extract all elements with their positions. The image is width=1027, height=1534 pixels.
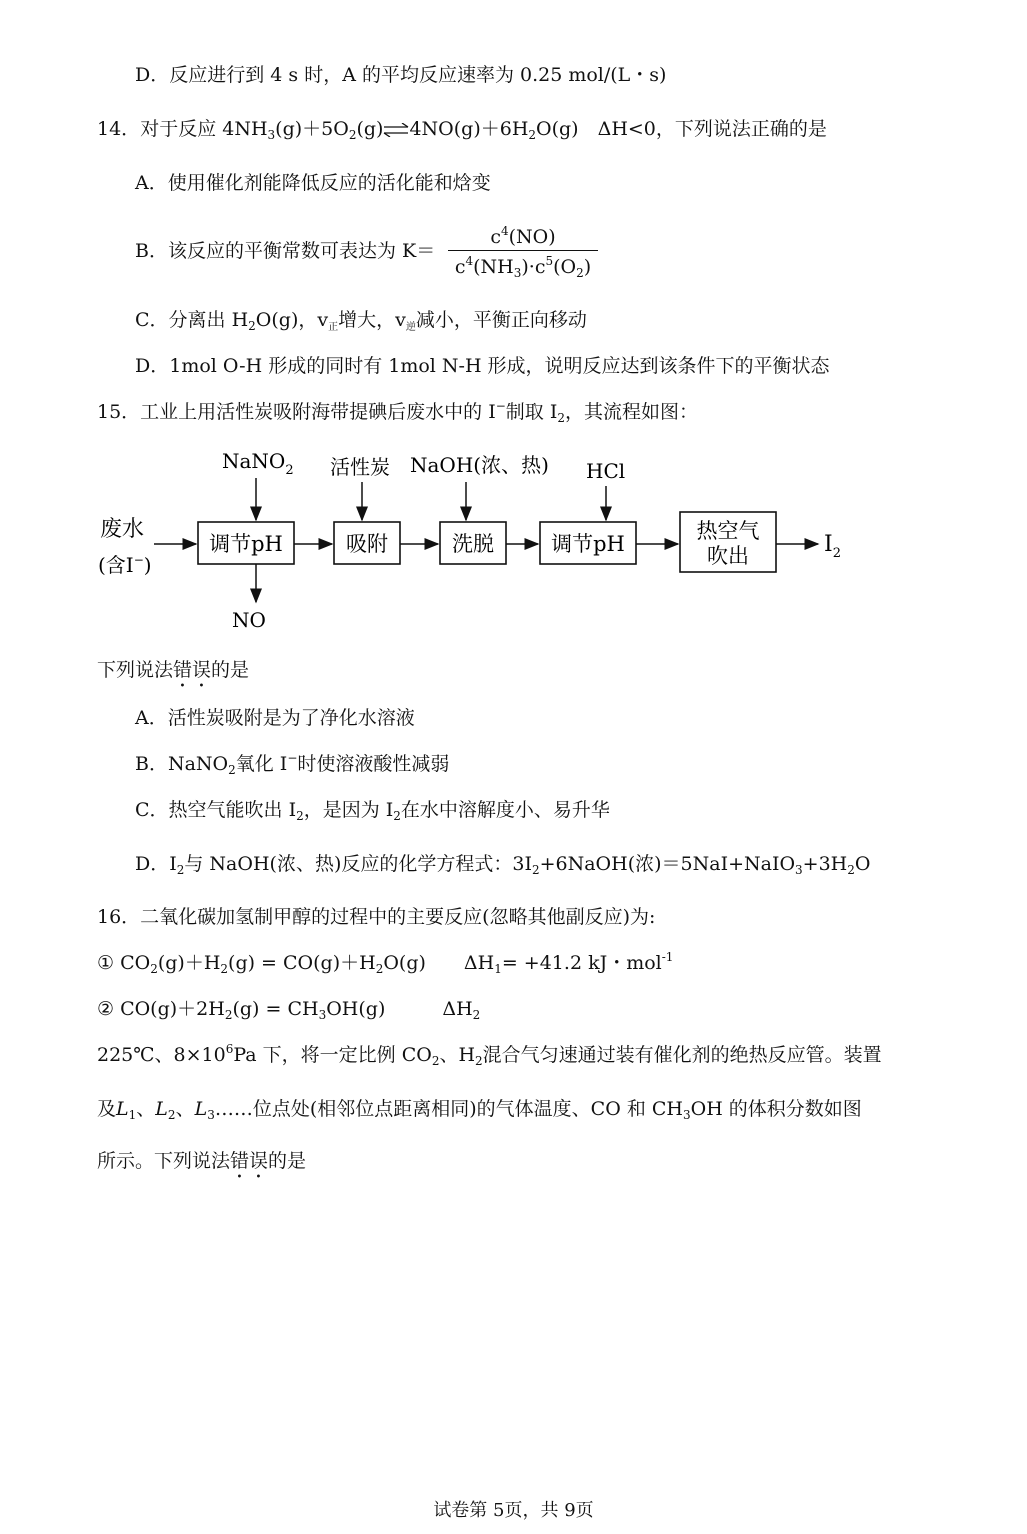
q15-option-b: B．NaNO$_2$氧化 I−时使溶液酸性减弱 [135,751,450,777]
flow-output: $I_2$ [824,532,841,561]
flow-reagent-hcl: HCl [586,459,626,483]
q16-paragraph-1: 225℃、$8\times 10^6Pa$ 下，将一定比例 $CO_2$、$H_2$混合气匀速通过装有催化剂的绝热反应管。装置 [97,1042,882,1068]
q16-paragraph-2: 及$L_1$、$L_2$、$L_3\dots\dots$位点处(相邻位点距离相同)的气体温度、CO 和 $CH_3OH$ 的体积分数如图 [97,1098,862,1122]
q16-reaction-2: ② $CO(g)+2H_2(g) = CH_3OH(g)$ $\Delta H_2$ [97,998,481,1022]
flow-reagent-nano2: NaNO$_2$ [222,449,294,478]
q13-option-d: D．反应进行到 4 s 时，A 的平均反应速率为 0.25 mol/(L・s) [135,64,667,86]
flow-input-note: (含I−) [98,553,152,577]
fraction-bar [448,250,598,251]
q14-option-d: D．1mol O-H 形成的同时有 1mol N-H 形成，说明反应达到该条件下的平衡状态 [135,355,830,377]
flow-box-label: 调节pH [209,532,283,556]
flow-byproduct-no: NO [232,608,266,632]
equilibrium-arrow-icon [383,123,409,137]
q15-ask: 下列说法错误的是 [97,659,250,681]
flow-reagent-carbon: 活性炭 [330,455,390,479]
q14-option-c: C．分离出 $H_2O(g)$，$v_正$增大，$v_逆$减小，平衡正向移动 [135,309,587,333]
q14-stem: 14．对于反应 $4NH_3(g)+5O_2(g)$ $4NO(g)+6H_2O(g)$ ΔH<0，下列说法正确的是 [97,118,827,142]
q14-option-b-label: B．该反应的平衡常数可表达为 K＝ [135,240,436,262]
flow-box-label: 热空气 [696,519,760,543]
fraction-numerator: $c^4(NO)$ [490,224,556,248]
flow-input-label: 废水 [100,517,145,542]
flow-box-label: 洗脱 [452,532,494,556]
flow-box-label: 吹出 [707,544,749,568]
q14-option-a: A．使用催化剂能降低反应的活化能和焓变 [135,172,491,194]
q15-option-c: C．热空气能吹出 $I_2$，是因为 $I_2$在水中溶解度小、易升华 [135,799,610,823]
fraction-denominator: $c^4(NH_3)\cdot c^5(O_2)$ [454,254,592,280]
q15-stem: 15．工业上用活性炭吸附海带提碘后废水中的 I−制取 $I_2$，其流程如图： [97,399,698,425]
flow-box-label: 调节pH [551,532,625,556]
q15-option-d: D．$I_2$与 NaOH(浓、热)反应的化学方程式：$3I_2+6NaOH$(浓)$=5NaI+NaIO_3+3H_2O$ [135,853,871,877]
q15-option-a: A．活性炭吸附是为了净化水溶液 [135,707,415,729]
flow-reagent-naoh: NaOH(浓、热) [410,453,549,477]
q16-reaction-1: ① $CO_2(g)+H_2(g) = CO(g)+H_2O(g)$ $\Delta H_1= +41.2$ kJ・mol$^{-1}$ [97,950,674,976]
flow-box-label: 吸附 [346,532,388,556]
page-footer: 试卷第 5页，共 9页 [433,1500,594,1521]
q15-flowchart [90,440,880,640]
q16-paragraph-3: 所示。下列说法错误的是 [97,1150,307,1172]
q16-stem: 16．二氧化碳加氢制甲醇的过程中的主要反应(忽略其他副反应)为: [97,906,656,928]
